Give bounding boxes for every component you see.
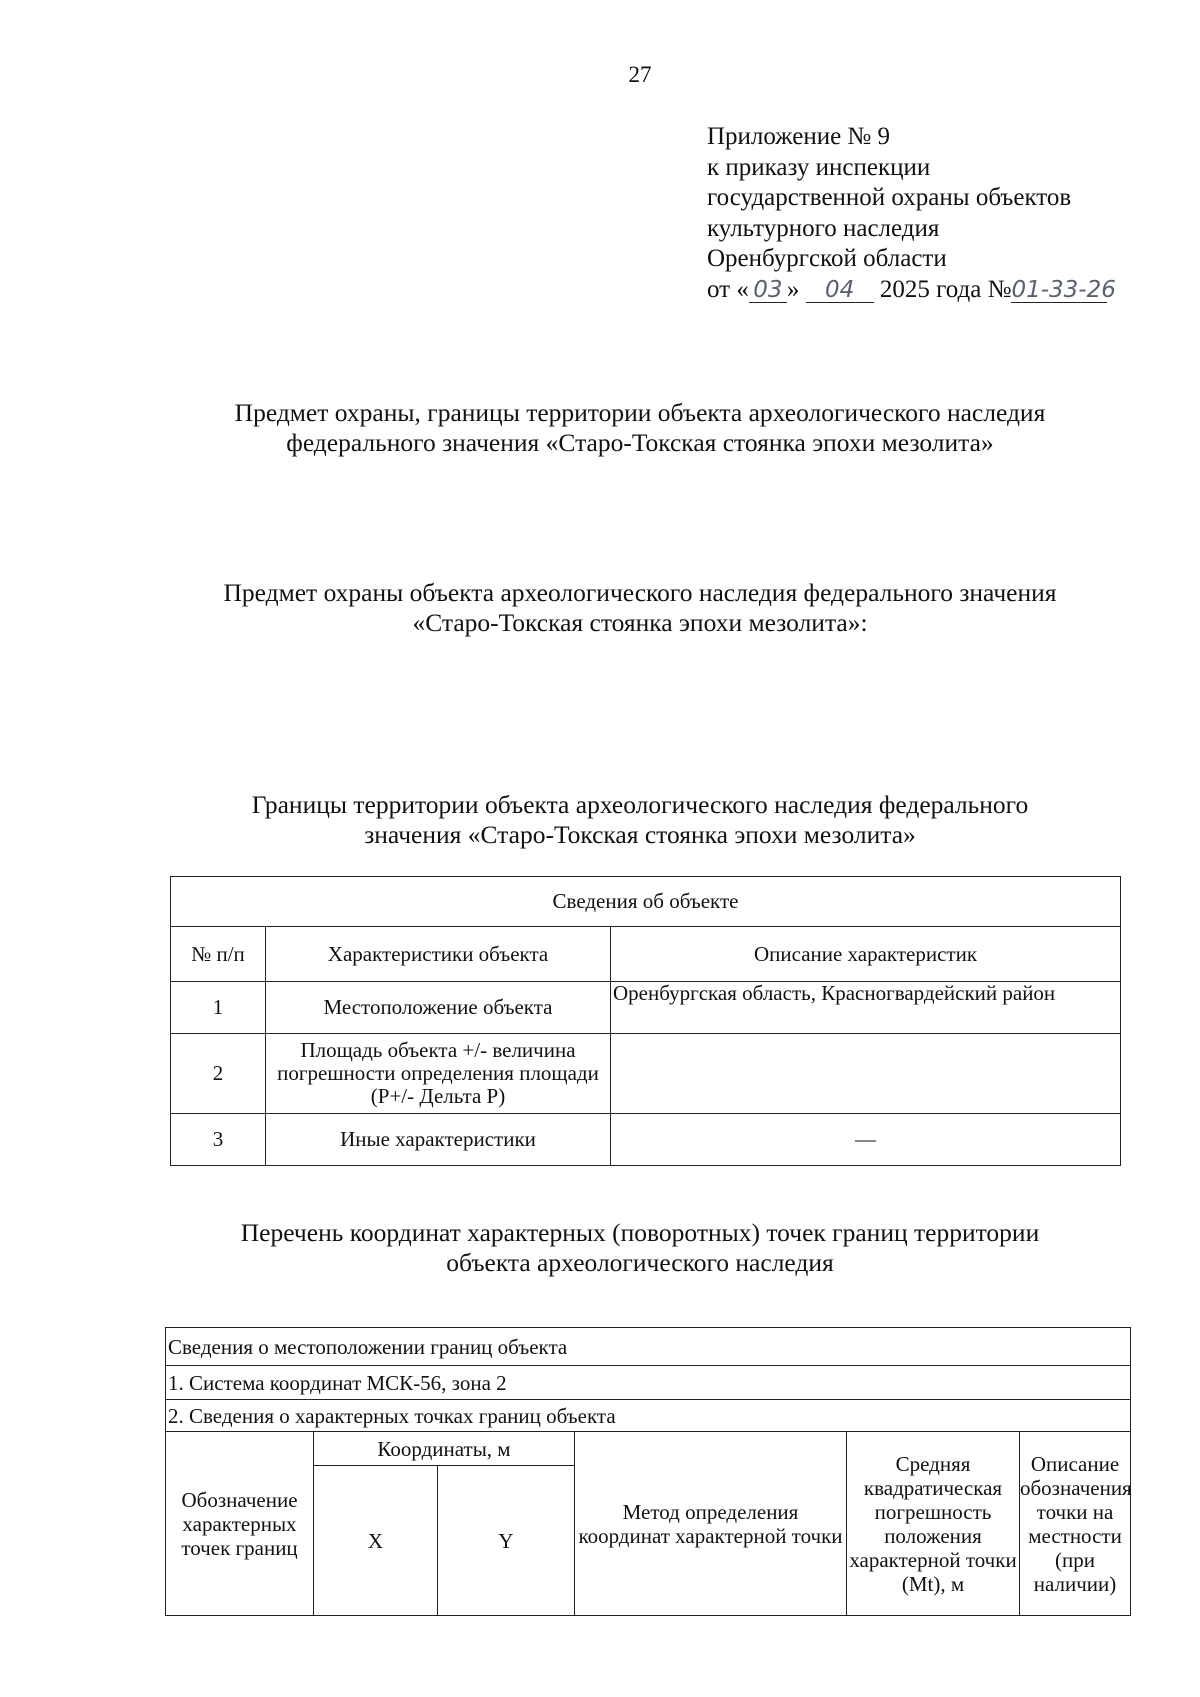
row-characteristic: Иные характеристики (266, 1114, 611, 1166)
date-prefix: от « (707, 275, 749, 303)
boundaries-line-2: значения «Старо-Токская стоянка эпохи мезолита» (364, 820, 916, 849)
title-line-2: федерального значения «Старо-Токская стоянка эпохи мезолита» (286, 428, 994, 457)
date-quote-close: » (786, 275, 800, 303)
row-number: 1 (171, 982, 266, 1034)
row-characteristic: Площадь объекта +/- величина погрешности определения площади (P+/- Дельта P) (266, 1034, 611, 1114)
header-designation: Обозначение характерных точек границ (166, 1432, 314, 1616)
boundary-info-row: Сведения о местоположении границ объекта (166, 1328, 1131, 1366)
page-number: 27 (628, 62, 652, 87)
appendix-line-3: государственной охраны объектов (707, 184, 1072, 211)
boundaries-heading (150, 790, 1130, 850)
date-year: 2025 года № (879, 275, 1012, 303)
table-row (171, 982, 1121, 1034)
appendix-line-2: к приказу инспекции (707, 153, 931, 181)
subject-line-1: Предмет охраны объекта археологического наследия федерального значения (223, 578, 1057, 607)
boundaries-line-1: Границы территории объекта археологического наследия федерального (251, 790, 1029, 819)
header-x: X (314, 1466, 438, 1616)
table-row (171, 1114, 1121, 1166)
header-description: Описание характеристик (611, 927, 1121, 982)
appendix-line-1: Приложение № 9 (707, 123, 891, 150)
header-coordinates: Координаты, м (314, 1432, 575, 1466)
appendix-line-4: культурного наследия (707, 214, 940, 242)
appendix-line-5: Оренбургской области (707, 245, 947, 272)
coords-line-1: Перечень координат характерных (поворотных) точек границ территории (240, 1218, 1040, 1247)
header-y: Y (438, 1466, 575, 1616)
coordinates-table (165, 1327, 1131, 1616)
coordinate-system-row: 1. Система координат МСК-56, зона 2 (166, 1366, 1131, 1400)
header-characteristics: Характеристики объекта (266, 927, 611, 982)
title-line-1: Предмет охраны, границы территории объекта археологического наследия (234, 398, 1046, 427)
subject-line-2: «Старо-Токская стоянка эпохи мезолита»: (412, 608, 868, 637)
row-description (611, 1034, 1121, 1114)
order-number: 01-33-26 (1011, 276, 1116, 303)
table-row (171, 1034, 1121, 1114)
object-info-table (170, 876, 1121, 1166)
date-day: 03 (749, 278, 787, 303)
row-number: 2 (171, 1034, 266, 1114)
points-info-row: 2. Сведения о характерных точках границ объекта (166, 1400, 1131, 1432)
appendix-block (707, 122, 1116, 305)
row-characteristic: Местоположение объекта (266, 982, 611, 1034)
row-number: 3 (171, 1114, 266, 1166)
row-description: — (611, 1114, 1121, 1166)
appendix-date-line (707, 275, 1116, 306)
header-method: Метод определения координат характерной точки (575, 1432, 847, 1616)
row-description: Оренбургская область, Красногвардейский район (611, 982, 1121, 1034)
coords-line-2: объекта археологического наследия (446, 1248, 834, 1277)
date-month: 04 (806, 278, 874, 303)
protection-subject-heading (150, 578, 1130, 638)
object-table-caption: Сведения об объекте (171, 877, 1121, 927)
document-title (150, 398, 1130, 458)
header-error: Средняя квадратическая погрешность положения характерной точки (Mt), м (847, 1432, 1020, 1616)
coordinates-heading (150, 1218, 1130, 1278)
header-number: № п/п (171, 927, 266, 982)
header-point-description: Описание обозначения точки на местности (при наличии) (1020, 1432, 1131, 1616)
